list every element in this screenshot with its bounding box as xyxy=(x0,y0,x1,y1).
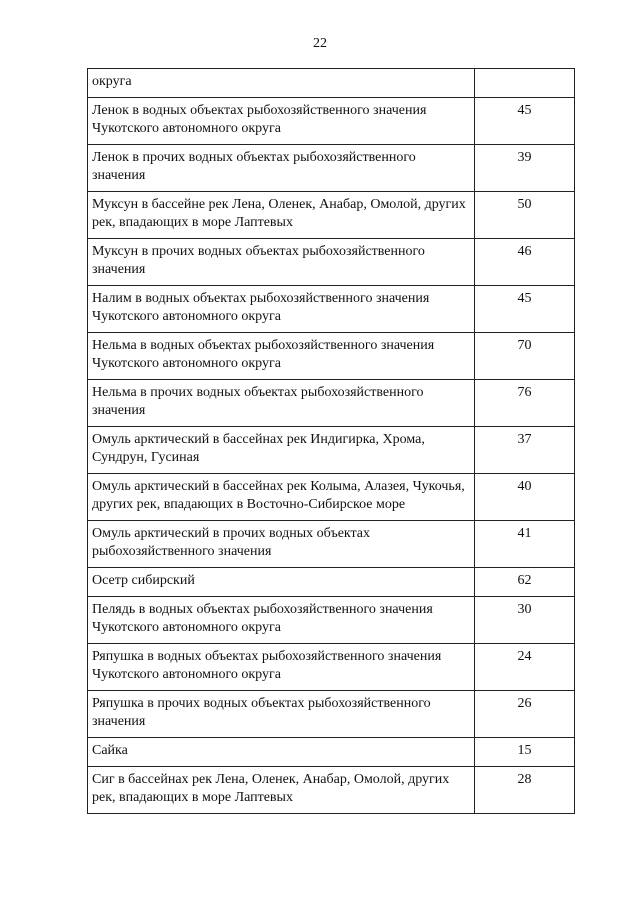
value-cell: 76 xyxy=(475,380,575,427)
fish-name-cell: Ряпушка в прочих водных объектах рыбохозяйственного значения xyxy=(88,691,475,738)
fish-name-cell: Омуль арктический в бассейнах рек Колыма, Алазея, Чукочья, других рек, впадающих в Восточно-Сибирское море xyxy=(88,474,475,521)
fish-name-cell: Омуль арктический в бассейнах рек Индигирка, Хрома, Сундрун, Гусиная xyxy=(88,427,475,474)
fish-name-cell: Ленок в водных объектах рыбохозяйственного значения Чукотского автономного округа xyxy=(88,98,475,145)
table-row xyxy=(88,286,575,333)
fish-name-cell: округа xyxy=(88,69,475,98)
fish-name-cell: Налим в водных объектах рыбохозяйственного значения Чукотского автономного округа xyxy=(88,286,475,333)
fish-name-cell: Омуль арктический в прочих водных объектах рыбохозяйственного значения xyxy=(88,521,475,568)
table-row xyxy=(88,192,575,239)
value-cell: 41 xyxy=(475,521,575,568)
table-row xyxy=(88,333,575,380)
value-cell: 28 xyxy=(475,767,575,814)
value-cell: 50 xyxy=(475,192,575,239)
value-cell: 45 xyxy=(475,98,575,145)
value-cell: 15 xyxy=(475,738,575,767)
table-row xyxy=(88,145,575,192)
value-cell: 24 xyxy=(475,644,575,691)
value-cell: 45 xyxy=(475,286,575,333)
table-row xyxy=(88,380,575,427)
table-row xyxy=(88,691,575,738)
table-row xyxy=(88,521,575,568)
fish-name-cell: Муксун в прочих водных объектах рыбохозяйственного значения xyxy=(88,239,475,286)
page-number: 22 xyxy=(313,36,327,51)
value-cell: 37 xyxy=(475,427,575,474)
table-row xyxy=(88,738,575,767)
fish-name-cell: Сайка xyxy=(88,738,475,767)
table-row xyxy=(88,69,575,98)
fish-name-cell: Нельма в прочих водных объектах рыбохозяйственного значения xyxy=(88,380,475,427)
table-row xyxy=(88,644,575,691)
value-cell: 39 xyxy=(475,145,575,192)
table-row xyxy=(88,568,575,597)
fish-name-cell: Муксун в бассейне рек Лена, Оленек, Анабар, Омолой, других рек, впадающих в море Лаптевых xyxy=(88,192,475,239)
table-row xyxy=(88,98,575,145)
fish-name-cell: Ленок в прочих водных объектах рыбохозяйственного значения xyxy=(88,145,475,192)
value-cell: 40 xyxy=(475,474,575,521)
fish-name-cell: Осетр сибирский xyxy=(88,568,475,597)
value-cell: 70 xyxy=(475,333,575,380)
table-row xyxy=(88,239,575,286)
fish-name-cell: Нельма в водных объектах рыбохозяйственного значения Чукотского автономного округа xyxy=(88,333,475,380)
table-row xyxy=(88,427,575,474)
fish-table xyxy=(87,68,575,814)
table-row xyxy=(88,767,575,814)
table-row xyxy=(88,597,575,644)
value-cell: 26 xyxy=(475,691,575,738)
value-cell xyxy=(475,69,575,98)
value-cell: 30 xyxy=(475,597,575,644)
fish-name-cell: Сиг в бассейнах рек Лена, Оленек, Анабар, Омолой, других рек, впадающих в море Лаптевых xyxy=(88,767,475,814)
fish-name-cell: Ряпушка в водных объектах рыбохозяйственного значения Чукотского автономного округа xyxy=(88,644,475,691)
value-cell: 62 xyxy=(475,568,575,597)
value-cell: 46 xyxy=(475,239,575,286)
fish-name-cell: Пелядь в водных объектах рыбохозяйственного значения Чукотского автономного округа xyxy=(88,597,475,644)
table-row xyxy=(88,474,575,521)
